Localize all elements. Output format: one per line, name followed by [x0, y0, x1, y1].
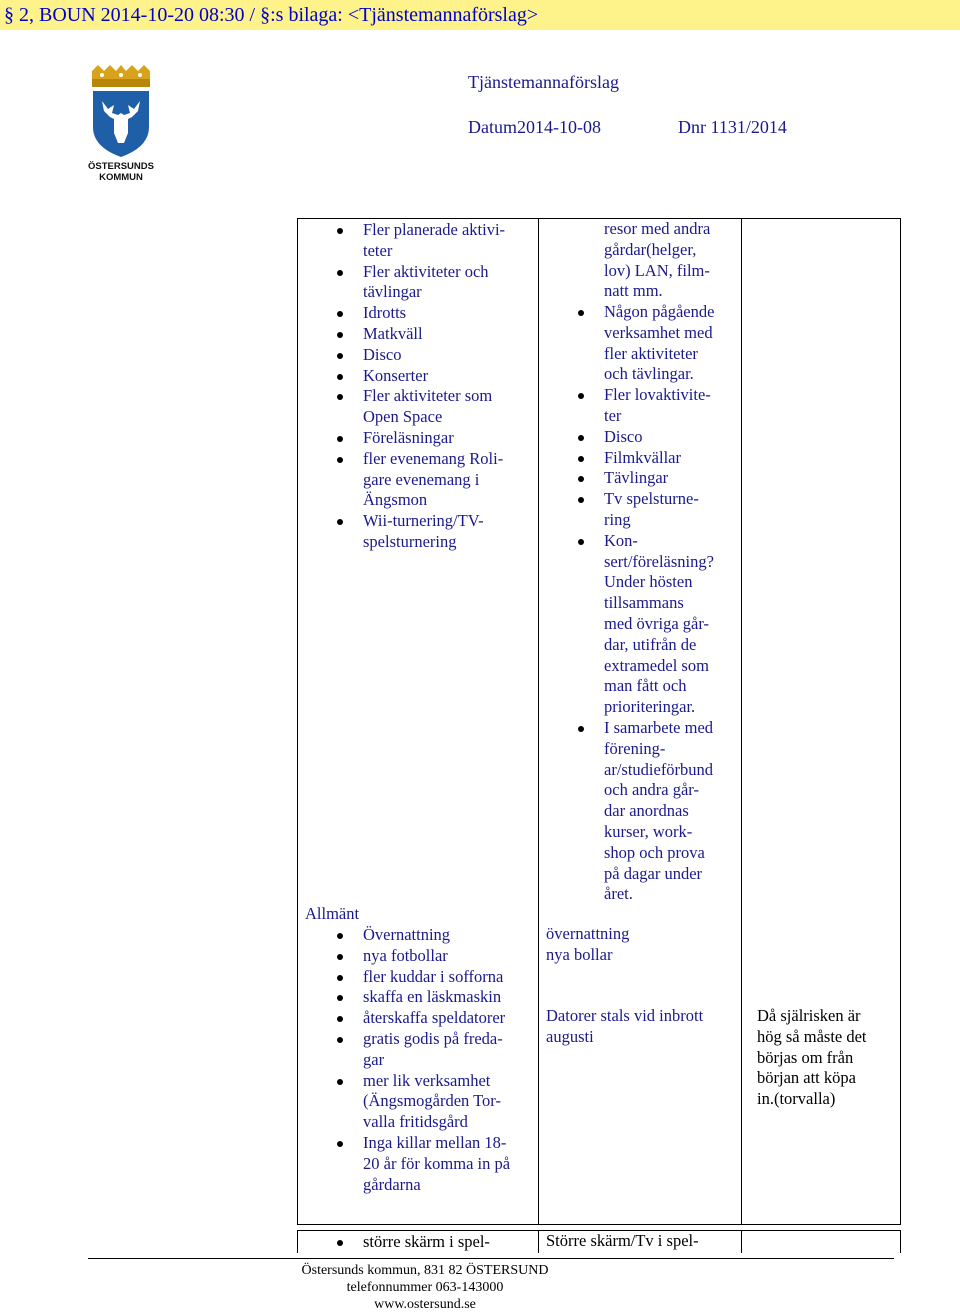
list-item: fler evenemang Roli- gare evenemang i Ängsmon [305, 449, 535, 511]
document-dnr: Dnr 1131/2014 [678, 117, 787, 137]
list-item: Disco [305, 345, 535, 366]
row1-col2-continuation: resor med andra gårdar(helger, lov) LAN, film- natt mm. [604, 219, 711, 301]
list-item: Idrotts [305, 303, 535, 324]
list-item: Fler aktiviteter och tävlingar [305, 262, 535, 304]
row2-heading: Allmänt [305, 904, 360, 923]
list-item: Konserter [305, 366, 535, 387]
row1-col1-list [305, 220, 535, 553]
top-bar [0, 0, 960, 30]
logo-line-2: KOMMUN [99, 172, 143, 183]
list-item: Disco [546, 427, 736, 448]
list-item: Kon- sert/föreläsning? Under hösten tillsammans med övriga går- dar, utifrån de extramedel som man fått och prioriteringar. [546, 531, 736, 718]
row2-col2-text1: övernattning nya bollar [546, 924, 630, 964]
row1-col2-list [546, 302, 736, 905]
list-item: Fler lovaktivite- ter [546, 385, 736, 427]
list-item: Matkväll [305, 324, 535, 345]
list-item: Tv spelsturne- ring [546, 489, 736, 531]
row3-col2-text: Större skärm/Tv i spel- [546, 1231, 699, 1250]
footer-divider [88, 1258, 894, 1259]
list-item: återskaffa speldatorer [305, 1008, 535, 1029]
table-column-divider-2 [741, 218, 742, 1225]
list-item: Fler aktiviteter som Open Space [305, 386, 535, 428]
list-item: fler kuddar i sofforna [305, 967, 535, 988]
footer-address: Östersunds kommun, 831 82 ÖSTERSUND [301, 1263, 549, 1278]
document-title: Tjänstemannaförslag [468, 72, 619, 92]
list-item: nya fotbollar [305, 946, 535, 967]
document-date: Datum2014-10-08 [468, 117, 601, 137]
list-item: Inga killar mellan 18- 20 år för komma in på gårdarna [305, 1133, 535, 1195]
list-item: skaffa en läskmaskin [305, 987, 535, 1008]
list-item: Filmkvällar [546, 448, 736, 469]
logo-line-1: ÖSTERSUNDS [88, 161, 154, 172]
footer-web[interactable]: www.ostersund.se [374, 1297, 476, 1312]
list-item: Föreläsningar [305, 428, 535, 449]
top-bar-text[interactable]: § 2, BOUN 2014-10-20 08:30 / §:s bilaga: <Tjänstemannaförslag> [4, 4, 539, 26]
list-item: Övernattning [305, 925, 535, 946]
table-column-divider-1 [538, 218, 539, 1225]
footer [0, 1262, 960, 1313]
list-item: Fler planerade aktivi- teter [305, 220, 535, 262]
list-item: gratis godis på freda- gar [305, 1029, 535, 1071]
crown-icon [92, 65, 150, 87]
list-item: mer lik verksamhet (Ängsmogården Tor- valla fritidsgård [305, 1071, 535, 1133]
list-item: Wii-turnering/TV- spelsturnering [305, 511, 535, 553]
row2-col2-text2: Datorer stals vid inbrott augusti [546, 1006, 704, 1046]
list-item: större skärm i spel- [305, 1232, 535, 1253]
list-item: I samarbete med förening- ar/studieförbund och andra går- dar anordnas kurser, work- shop och prova på dagar under året. [546, 718, 736, 905]
row2-col1-list [305, 925, 535, 1195]
list-item: Någon pågående verksamhet med fler aktiviteter och tävlingar. [546, 302, 736, 385]
list-item: Tävlingar [546, 468, 736, 489]
footer-phone: telefonnummer 063-143000 [346, 1280, 504, 1295]
row2-col3-text: Då själrisken är hög så måste det börjas om från början att köpa in.(torvalla) [757, 1006, 867, 1109]
row3-col1-list [305, 1232, 535, 1253]
table-lower-divider-2 [741, 1230, 742, 1253]
table-lower-divider-1 [538, 1230, 539, 1253]
ostersund-logo [88, 65, 154, 183]
